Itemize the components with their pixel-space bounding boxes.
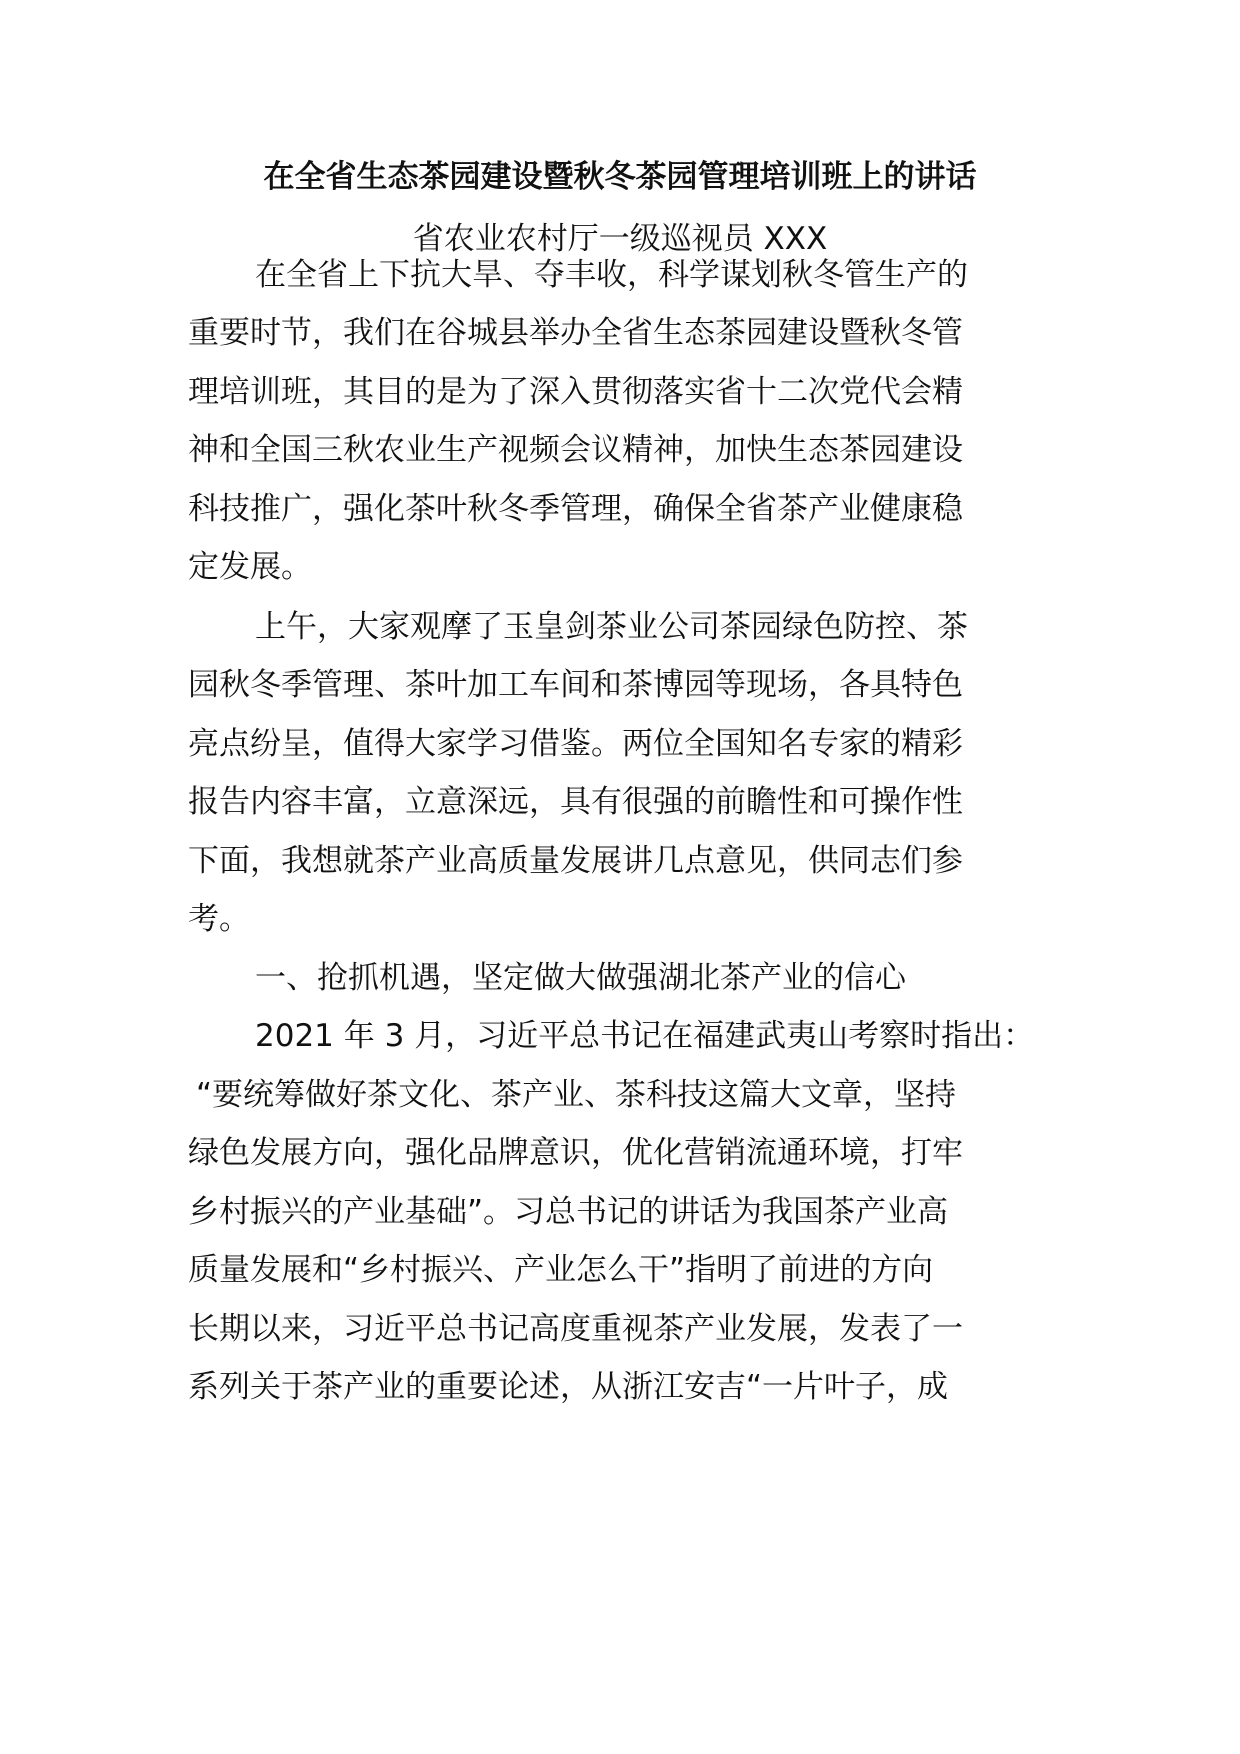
paragraph-line: 质量发展和“乡村振兴、产业怎么干”指明了前进的方向 bbox=[188, 1252, 934, 1288]
paragraph-line: 定发展。 bbox=[188, 549, 312, 585]
paragraph-line: 考。 bbox=[188, 901, 250, 937]
paragraph-line: 在全省上下抗大旱、夺丰收，科学谋划秋冬管生产的 bbox=[255, 257, 968, 293]
paragraph-line: 下面，我想就茶产业高质量发展讲几点意见，供同志们参 bbox=[188, 843, 963, 879]
paragraph-line: 绿色发展方向，强化品牌意识，优化营销流通环境，打牢 bbox=[188, 1135, 963, 1171]
paragraph-line: 报告内容丰富，立意深远，具有很强的前瞻性和可操作性 bbox=[188, 784, 963, 820]
paragraph-line: 乡村振兴的产业基础”。习总书记的讲话为我国茶产业高 bbox=[188, 1194, 949, 1230]
paragraph-line: 系列关于茶产业的重要论述，从浙江安吉“一片叶子，成 bbox=[188, 1369, 949, 1405]
paragraph-line: 2021 年 3 月，习近平总书记在福建武夷山考察时指出： bbox=[255, 1018, 1035, 1054]
paragraph-line: “要统筹做好茶文化、茶产业、茶科技这篇大文章，坚持 bbox=[196, 1077, 957, 1113]
paragraph-line: 长期以来，习近平总书记高度重视茶产业发展，发表了一 bbox=[188, 1311, 963, 1347]
paragraph-line: 重要时节，我们在谷城县举办全省生态茶园建设暨秋冬管 bbox=[188, 315, 963, 351]
paragraph-line: 上午，大家观摩了玉皇剑茶业公司茶园绿色防控、茶 bbox=[255, 609, 968, 645]
section-heading: 一、抢抓机遇，坚定做大做强湖北茶产业的信心 bbox=[255, 960, 906, 996]
paragraph-line: 亮点纷呈，值得大家学习借鉴。两位全国知名专家的精彩 bbox=[188, 726, 963, 762]
document-subtitle: 省农业农村厅一级巡视员 XXX bbox=[412, 221, 828, 257]
paragraph-line: 理培训班，其目的是为了深入贯彻落实省十二次党代会精 bbox=[188, 374, 963, 410]
paragraph-line: 神和全国三秋农业生产视频会议精神，加快生态茶园建设 bbox=[188, 432, 963, 468]
document-title: 在全省生态茶园建设暨秋冬茶园管理培训班上的讲话 bbox=[263, 159, 977, 195]
paragraph-line: 科技推广，强化茶叶秋冬季管理，确保全省茶产业健康稳 bbox=[188, 491, 963, 527]
paragraph-line: 园秋冬季管理、茶叶加工车间和茶博园等现场，各具特色 bbox=[188, 667, 963, 703]
